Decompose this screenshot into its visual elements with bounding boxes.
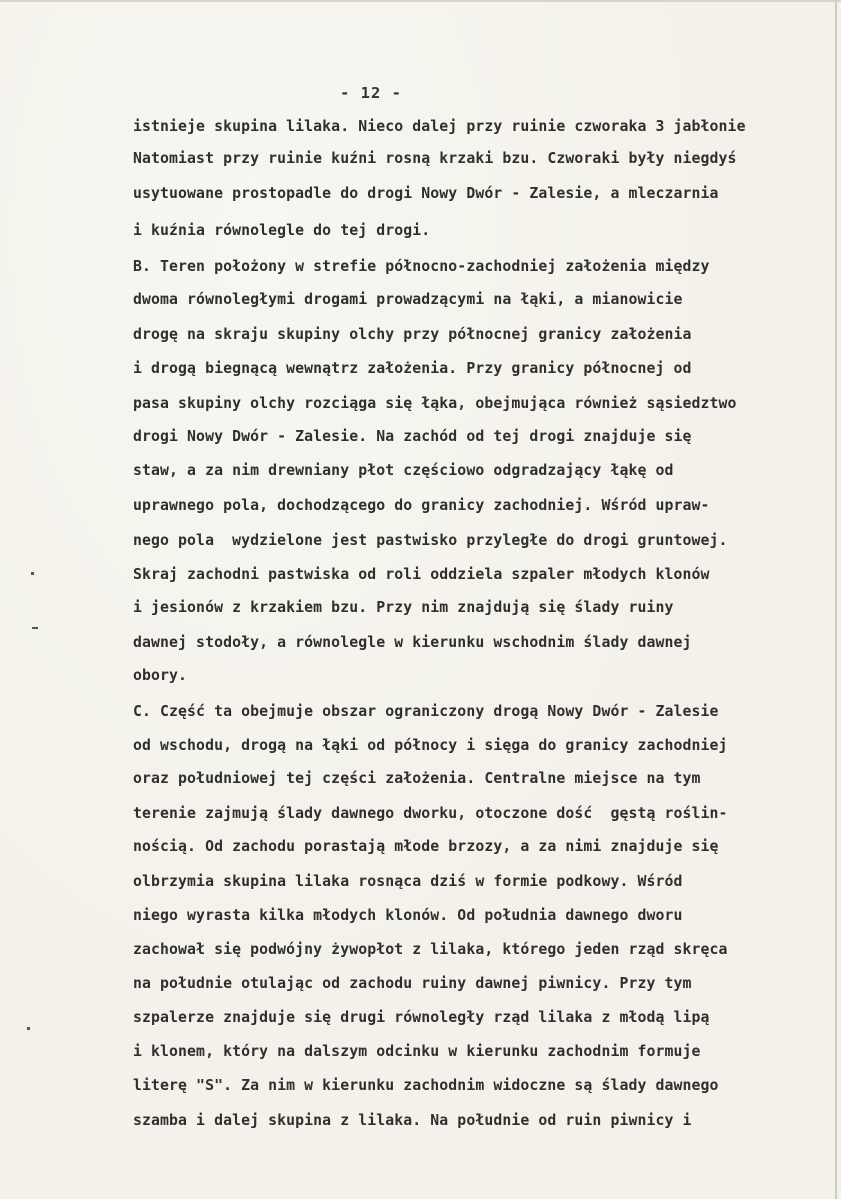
margin-mark: [27, 1027, 30, 1030]
text-line: drogę na skraju skupiny olchy przy północnej granicy założenia: [133, 326, 692, 343]
text-line: od wschodu, drogą na łąki od północy i sięga do granicy zachodniej: [133, 737, 728, 754]
text-line: na południe otulając od zachodu ruiny dawnej piwnicy. Przy tym: [133, 975, 692, 992]
text-line: pasa skupiny olchy rozciąga się łąka, obejmująca również sąsiedztwo: [133, 395, 737, 412]
text-line: staw, a za nim drewniany płot częściowo odgradzający łąkę od: [133, 462, 674, 479]
text-line: terenie zajmują ślady dawnego dworku, otoczone dość gęstą roślin-: [133, 805, 728, 822]
text-line: zachował się podwójny żywopłot z lilaka, którego jeden rząd skręca: [133, 941, 728, 958]
text-line: i jesionów z krzakiem bzu. Przy nim znajdują się ślady ruiny: [133, 599, 674, 616]
text-line: nością. Od zachodu porastają młode brzozy, a za nimi znajduje się: [133, 838, 719, 855]
page-number: - 12 -: [340, 84, 402, 102]
text-line: dwoma równoległymi drogami prowadzącymi na łąki, a mianowicie: [133, 291, 683, 308]
text-line: Skraj zachodni pastwiska od roli oddziela szpaler młodych klonów: [133, 566, 710, 583]
margin-mark: [32, 627, 38, 629]
text-line: C. Część ta obejmuje obszar ograniczony drogą Nowy Dwór - Zalesie: [133, 703, 719, 720]
page-edge-top: [0, 0, 841, 2]
margin-mark: [31, 572, 34, 575]
text-line: olbrzymia skupina lilaka rosnąca dziś w formie podkowy. Wśród: [133, 873, 683, 890]
text-line: drogi Nowy Dwór - Zalesie. Na zachód od tej drogi znajduje się: [133, 428, 692, 445]
text-line: szamba i dalej skupina z lilaka. Na południe od ruin piwnicy i: [133, 1112, 692, 1129]
text-line: uprawnego pola, dochodzącego do granicy zachodniej. Wśród upraw-: [133, 497, 710, 514]
text-line: szpalerze znajduje się drugi równoległy rząd lilaka z młodą lipą: [133, 1009, 710, 1026]
text-line: dawnej stodoły, a równolegle w kierunku wschodnim ślady dawnej: [133, 634, 692, 651]
text-line: i kuźnia równolegle do tej drogi.: [133, 222, 431, 239]
text-line: B. Teren położony w strefie północno-zachodniej założenia między: [133, 258, 710, 275]
text-line: Natomiast przy ruinie kuźni rosną krzaki bzu. Czworaki były niegdyś: [133, 150, 737, 167]
text-line: nego pola wydzielone jest pastwisko przyległe do drogi gruntowej.: [133, 532, 728, 549]
page-edge-right: [835, 0, 837, 1199]
text-line: i klonem, który na dalszym odcinku w kierunku zachodnim formuje: [133, 1043, 701, 1060]
text-line: istnieje skupina lilaka. Nieco dalej przy ruinie czworaka 3 jabłonie: [133, 118, 746, 135]
text-line: usytuowane prostopadle do drogi Nowy Dwór - Zalesie, a mleczarnia: [133, 185, 719, 202]
text-line: literę "S". Za nim w kierunku zachodnim widoczne są ślady dawnego: [133, 1077, 719, 1094]
text-line: obory.: [133, 667, 188, 684]
text-line: oraz południowej tej części założenia. Centralne miejsce na tym: [133, 770, 701, 787]
text-line: i drogą biegnącą wewnątrz założenia. Przy granicy północnej od: [133, 360, 692, 377]
text-line: niego wyrasta kilka młodych klonów. Od południa dawnego dworu: [133, 907, 683, 924]
